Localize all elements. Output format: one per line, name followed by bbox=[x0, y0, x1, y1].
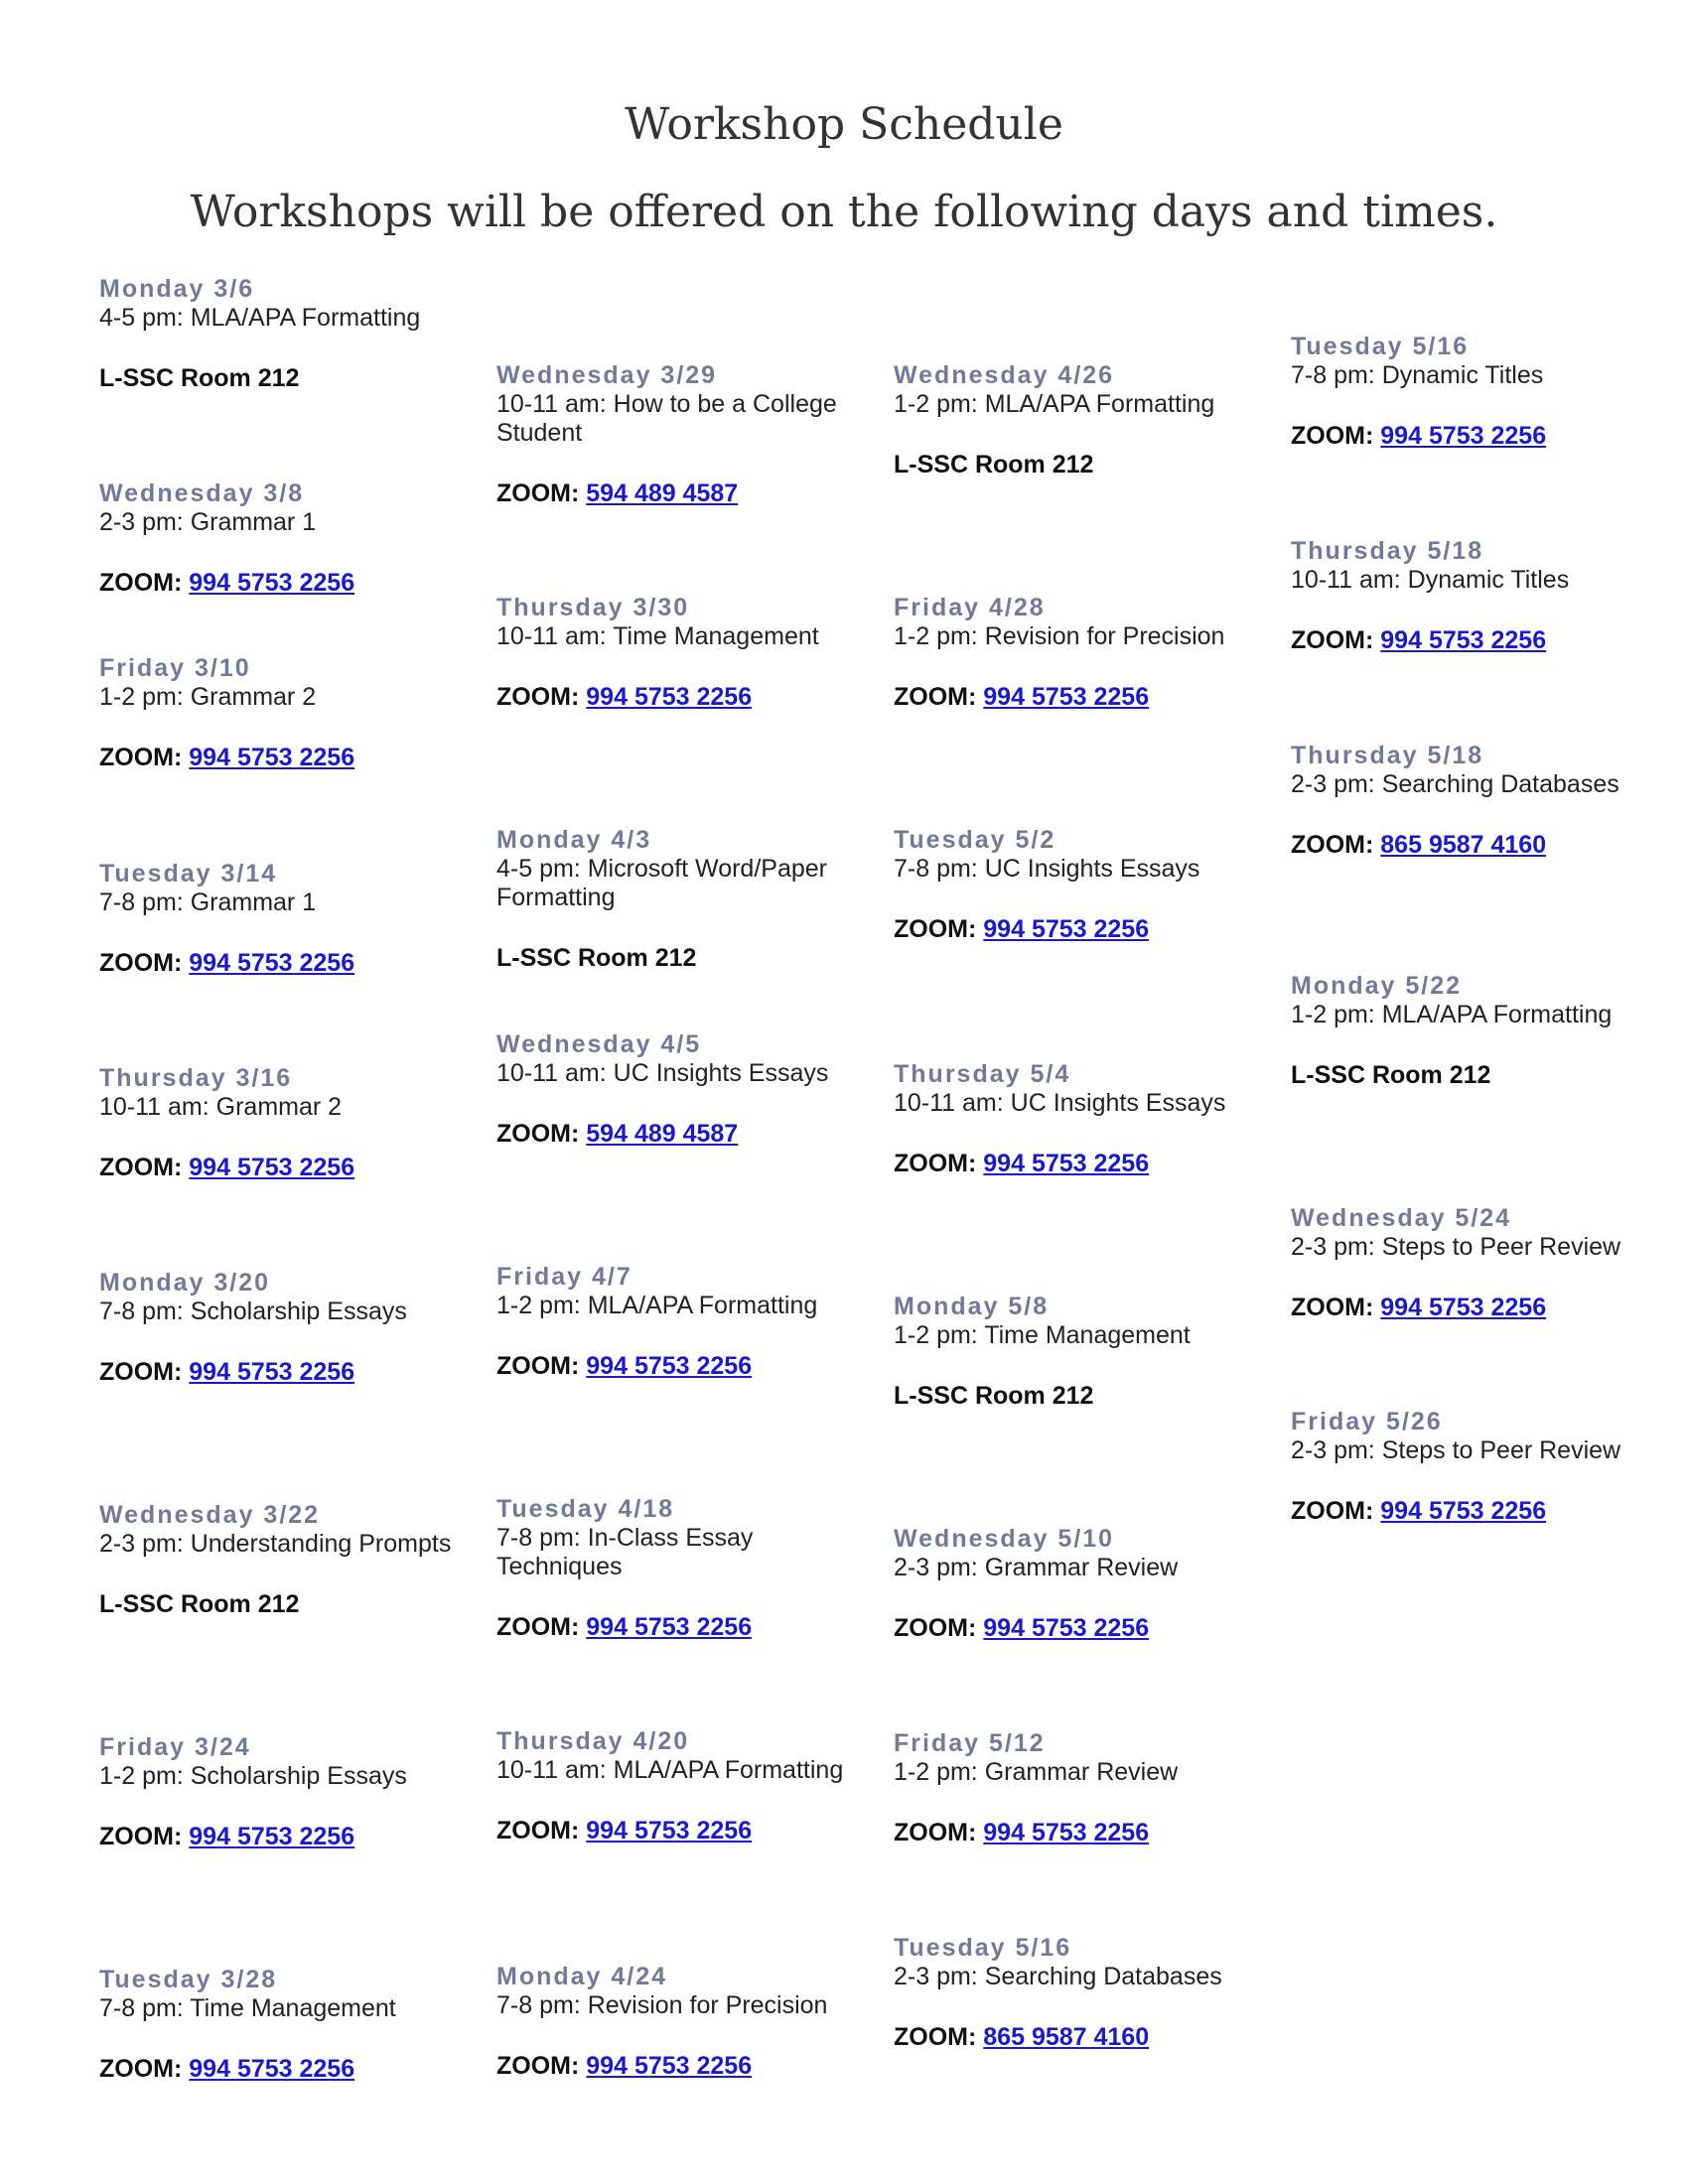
location-label: ZOOM: bbox=[99, 1154, 183, 1181]
workshop-day: Friday 3/10 bbox=[99, 654, 251, 682]
workshop-day: Monday 5/22 bbox=[1291, 972, 1463, 1000]
workshop-location bbox=[894, 1819, 1281, 1847]
workshop-topic: 1-2 pm: MLA/APA Formatting bbox=[496, 1292, 818, 1319]
workshop-topic: 10-11 am: MLA/APA Formatting bbox=[496, 1756, 844, 1784]
workshop-entry bbox=[1291, 1408, 1678, 1526]
workshop-day: Thursday 5/18 bbox=[1291, 742, 1484, 769]
workshop-topic: 2-3 pm: Grammar Review bbox=[894, 1554, 1179, 1581]
workshop-day: Monday 5/8 bbox=[894, 1293, 1050, 1320]
zoom-meeting-link[interactable]: 994 5753 2256 bbox=[586, 1817, 753, 1844]
workshop-entry bbox=[1291, 333, 1678, 451]
location-label: L-SSC Room 212 bbox=[894, 451, 1094, 478]
workshop-location bbox=[496, 2052, 884, 2081]
location-label: ZOOM: bbox=[894, 1150, 977, 1177]
location-label: L-SSC Room 212 bbox=[99, 364, 300, 392]
location-label: ZOOM: bbox=[99, 949, 183, 977]
zoom-meeting-link[interactable]: 994 5753 2256 bbox=[983, 1150, 1150, 1177]
workshop-entry bbox=[894, 1934, 1281, 2052]
workshop-topic: 4-5 pm: MLA/APA Formatting bbox=[99, 304, 421, 332]
location-label: ZOOM: bbox=[1291, 422, 1374, 450]
workshop-topic: 2-3 pm: Searching Databases bbox=[894, 1963, 1222, 1990]
workshop-day: Wednesday 4/5 bbox=[496, 1030, 702, 1058]
workshop-topic: 10-11 am: Dynamic Titles bbox=[1291, 566, 1570, 594]
workshop-day: Tuesday 5/2 bbox=[894, 826, 1056, 854]
location-label: ZOOM: bbox=[99, 1358, 183, 1386]
workshop-location bbox=[894, 683, 1281, 712]
workshop-topic: 7-8 pm: In-Class Essay Techniques bbox=[496, 1524, 754, 1580]
workshop-entry bbox=[99, 1733, 487, 1851]
workshop-topic: 2-3 pm: Grammar 1 bbox=[99, 508, 317, 536]
workshop-topic: 10-11 am: UC Insights Essays bbox=[496, 1059, 829, 1087]
workshop-entry bbox=[496, 1963, 884, 2081]
zoom-meeting-link[interactable]: 994 5753 2256 bbox=[1380, 1294, 1547, 1321]
zoom-meeting-link[interactable]: 994 5753 2256 bbox=[586, 683, 753, 711]
workshop-location bbox=[99, 949, 487, 978]
workshop-location bbox=[1291, 831, 1678, 860]
workshop-day: Thursday 3/30 bbox=[496, 594, 690, 621]
workshop-topic: 10-11 am: Grammar 2 bbox=[99, 1093, 343, 1121]
workshop-entry bbox=[496, 1263, 884, 1381]
workshop-day: Tuesday 4/18 bbox=[496, 1495, 675, 1523]
location-label: ZOOM: bbox=[894, 2023, 977, 2051]
workshop-location bbox=[1291, 1294, 1678, 1322]
workshop-location bbox=[894, 915, 1281, 944]
zoom-meeting-link[interactable]: 994 5753 2256 bbox=[983, 915, 1150, 943]
workshop-location bbox=[894, 451, 1281, 479]
location-label: ZOOM: bbox=[496, 479, 580, 507]
workshop-entry bbox=[496, 361, 884, 508]
workshop-topic: 1-2 pm: Grammar Review bbox=[894, 1758, 1179, 1786]
workshop-day: Friday 4/28 bbox=[894, 594, 1046, 621]
workshop-topic: 10-11 am: How to be a College Student bbox=[496, 390, 837, 447]
workshop-entry bbox=[99, 275, 487, 393]
workshop-topic: 10-11 am: UC Insights Essays bbox=[894, 1089, 1226, 1117]
workshop-location bbox=[496, 1120, 884, 1149]
zoom-meeting-link[interactable]: 994 5753 2256 bbox=[1380, 422, 1547, 450]
zoom-meeting-link[interactable]: 865 9587 4160 bbox=[983, 2023, 1150, 2051]
workshop-location bbox=[99, 744, 487, 772]
workshop-location bbox=[496, 1352, 884, 1381]
workshop-day: Friday 5/26 bbox=[1291, 1408, 1443, 1435]
location-label: L-SSC Room 212 bbox=[496, 944, 697, 972]
location-label: ZOOM: bbox=[496, 1613, 580, 1641]
workshop-topic: 2-3 pm: Steps to Peer Review bbox=[1291, 1436, 1621, 1464]
workshop-entry bbox=[894, 1729, 1281, 1847]
zoom-meeting-link[interactable]: 865 9587 4160 bbox=[1380, 831, 1547, 859]
zoom-meeting-link[interactable]: 994 5753 2256 bbox=[189, 2055, 355, 2083]
workshop-entry bbox=[1291, 972, 1678, 1090]
workshop-location bbox=[99, 1154, 487, 1182]
workshop-day: Wednesday 4/26 bbox=[894, 361, 1115, 389]
workshop-entry bbox=[894, 826, 1281, 944]
workshop-topic: 10-11 am: Time Management bbox=[496, 622, 819, 650]
zoom-meeting-link[interactable]: 994 5753 2256 bbox=[983, 1819, 1150, 1846]
workshop-day: Wednesday 3/8 bbox=[99, 479, 305, 507]
workshop-day: Tuesday 3/28 bbox=[99, 1966, 278, 1993]
zoom-meeting-link[interactable]: 994 5753 2256 bbox=[983, 1614, 1150, 1642]
workshop-entry bbox=[894, 594, 1281, 712]
workshop-entry bbox=[894, 1525, 1281, 1643]
workshop-day: Friday 4/7 bbox=[496, 1263, 633, 1291]
workshop-entry bbox=[99, 1064, 487, 1182]
workshop-topic: 7-8 pm: Grammar 1 bbox=[99, 888, 317, 916]
location-label: ZOOM: bbox=[496, 1817, 580, 1844]
workshop-location bbox=[99, 2055, 487, 2084]
workshop-topic: 2-3 pm: Understanding Prompts bbox=[99, 1530, 452, 1558]
workshop-location bbox=[99, 364, 487, 393]
workshop-topic: 1-2 pm: MLA/APA Formatting bbox=[894, 390, 1215, 418]
workshop-location bbox=[99, 1590, 487, 1619]
workshop-location bbox=[99, 1358, 487, 1387]
zoom-meeting-link[interactable]: 994 5753 2256 bbox=[586, 1352, 753, 1380]
workshop-day: Thursday 5/4 bbox=[894, 1060, 1071, 1088]
page-subtitle: Workshops will be offered on the following days and times. bbox=[190, 187, 1498, 237]
workshop-entry bbox=[496, 1030, 884, 1149]
workshop-entry bbox=[496, 826, 884, 973]
workshop-topic: 1-2 pm: Scholarship Essays bbox=[99, 1762, 407, 1790]
workshop-entry bbox=[99, 1966, 487, 2084]
location-label: ZOOM: bbox=[99, 2055, 183, 2083]
workshop-entry bbox=[496, 1727, 884, 1845]
workshop-entry bbox=[1291, 537, 1678, 655]
workshop-location bbox=[496, 683, 884, 712]
workshop-day: Tuesday 5/16 bbox=[1291, 333, 1470, 360]
workshop-topic: 2-3 pm: Steps to Peer Review bbox=[1291, 1233, 1621, 1261]
location-label: ZOOM: bbox=[496, 683, 580, 711]
workshop-day: Monday 3/20 bbox=[99, 1269, 271, 1297]
workshop-entry bbox=[496, 594, 884, 712]
zoom-meeting-link[interactable]: 994 5753 2256 bbox=[586, 1613, 753, 1641]
workshop-day: Thursday 4/20 bbox=[496, 1727, 690, 1755]
location-label: ZOOM: bbox=[496, 2052, 580, 2080]
workshop-topic: 7-8 pm: Dynamic Titles bbox=[1291, 361, 1544, 389]
zoom-meeting-link[interactable]: 994 5753 2256 bbox=[189, 744, 355, 771]
workshop-entry bbox=[99, 654, 487, 772]
workshop-topic: 2-3 pm: Searching Databases bbox=[1291, 770, 1619, 798]
workshop-topic: 7-8 pm: UC Insights Essays bbox=[894, 855, 1200, 883]
workshop-entry bbox=[99, 1269, 487, 1387]
zoom-meeting-link[interactable]: 994 5753 2256 bbox=[983, 683, 1150, 711]
workshop-day: Wednesday 3/29 bbox=[496, 361, 718, 389]
workshop-topic: 4-5 pm: Microsoft Word/Paper Formatting bbox=[496, 855, 827, 911]
zoom-meeting-link[interactable]: 594 489 4587 bbox=[586, 479, 739, 507]
workshop-location bbox=[496, 1817, 884, 1845]
workshop-location bbox=[496, 944, 884, 973]
workshop-location bbox=[1291, 422, 1678, 451]
location-label: L-SSC Room 212 bbox=[1291, 1061, 1491, 1089]
workshop-location bbox=[894, 1150, 1281, 1178]
location-label: ZOOM: bbox=[894, 915, 977, 943]
workshop-entry bbox=[1291, 742, 1678, 860]
workshop-day: Tuesday 5/16 bbox=[894, 1934, 1072, 1962]
workshop-entry bbox=[894, 361, 1281, 479]
location-label: ZOOM: bbox=[99, 744, 183, 771]
zoom-meeting-link[interactable]: 994 5753 2256 bbox=[189, 569, 355, 597]
workshop-day: Monday 3/6 bbox=[99, 275, 255, 303]
location-label: ZOOM: bbox=[1291, 831, 1374, 859]
workshop-day: Thursday 3/16 bbox=[99, 1064, 293, 1092]
workshop-entry bbox=[894, 1060, 1281, 1178]
workshop-entry bbox=[894, 1293, 1281, 1411]
zoom-meeting-link[interactable]: 994 5753 2256 bbox=[189, 1154, 355, 1181]
zoom-meeting-link[interactable]: 994 5753 2256 bbox=[586, 2052, 753, 2080]
workshop-location bbox=[496, 1613, 884, 1642]
workshop-topic: 7-8 pm: Revision for Precision bbox=[496, 1991, 828, 2019]
zoom-meeting-link[interactable]: 994 5753 2256 bbox=[189, 949, 355, 977]
location-label: L-SSC Room 212 bbox=[894, 1382, 1094, 1410]
location-label: ZOOM: bbox=[1291, 1294, 1374, 1321]
workshop-location bbox=[496, 479, 884, 508]
zoom-meeting-link[interactable]: 994 5753 2256 bbox=[1380, 626, 1547, 654]
workshop-day: Wednesday 5/10 bbox=[894, 1525, 1115, 1553]
workshop-day: Friday 3/24 bbox=[99, 1733, 251, 1761]
location-label: ZOOM: bbox=[496, 1352, 580, 1380]
workshop-entry bbox=[1291, 1204, 1678, 1322]
workshop-location bbox=[1291, 1061, 1678, 1090]
workshop-entry bbox=[99, 860, 487, 978]
workshop-day: Thursday 5/18 bbox=[1291, 537, 1484, 565]
location-label: ZOOM: bbox=[894, 683, 977, 711]
location-label: ZOOM: bbox=[99, 1823, 183, 1850]
zoom-meeting-link[interactable]: 994 5753 2256 bbox=[189, 1358, 355, 1386]
workshop-topic: 1-2 pm: Revision for Precision bbox=[894, 622, 1225, 650]
workshop-location bbox=[99, 569, 487, 598]
location-label: L-SSC Room 212 bbox=[99, 1590, 300, 1618]
location-label: ZOOM: bbox=[496, 1120, 580, 1148]
zoom-meeting-link[interactable]: 994 5753 2256 bbox=[1380, 1497, 1547, 1525]
location-label: ZOOM: bbox=[1291, 1497, 1374, 1525]
workshop-location bbox=[894, 1382, 1281, 1411]
workshop-location bbox=[1291, 626, 1678, 655]
workshop-topic: 1-2 pm: Time Management bbox=[894, 1321, 1191, 1349]
page-title: Workshop Schedule bbox=[625, 99, 1063, 150]
zoom-meeting-link[interactable]: 994 5753 2256 bbox=[189, 1823, 355, 1850]
workshop-day: Monday 4/3 bbox=[496, 826, 652, 854]
location-label: ZOOM: bbox=[99, 569, 183, 597]
workshop-entry bbox=[496, 1495, 884, 1642]
workshop-location bbox=[894, 2023, 1281, 2052]
workshop-topic: 7-8 pm: Time Management bbox=[99, 1994, 396, 2022]
zoom-meeting-link[interactable]: 594 489 4587 bbox=[586, 1120, 739, 1148]
workshop-day: Tuesday 3/14 bbox=[99, 860, 278, 887]
workshop-day: Monday 4/24 bbox=[496, 1963, 668, 1990]
location-label: ZOOM: bbox=[1291, 626, 1374, 654]
workshop-topic: 1-2 pm: Grammar 2 bbox=[99, 683, 317, 711]
location-label: ZOOM: bbox=[894, 1614, 977, 1642]
location-label: ZOOM: bbox=[894, 1819, 977, 1846]
workshop-entry bbox=[99, 1501, 487, 1619]
workshop-location bbox=[894, 1614, 1281, 1643]
workshop-day: Wednesday 5/24 bbox=[1291, 1204, 1512, 1232]
workshop-entry bbox=[99, 479, 487, 598]
workshop-day: Friday 5/12 bbox=[894, 1729, 1046, 1757]
workshop-topic: 1-2 pm: MLA/APA Formatting bbox=[1291, 1001, 1613, 1028]
workshop-location bbox=[1291, 1497, 1678, 1526]
workshop-location bbox=[99, 1823, 487, 1851]
workshop-day: Wednesday 3/22 bbox=[99, 1501, 321, 1529]
workshop-topic: 7-8 pm: Scholarship Essays bbox=[99, 1297, 407, 1325]
